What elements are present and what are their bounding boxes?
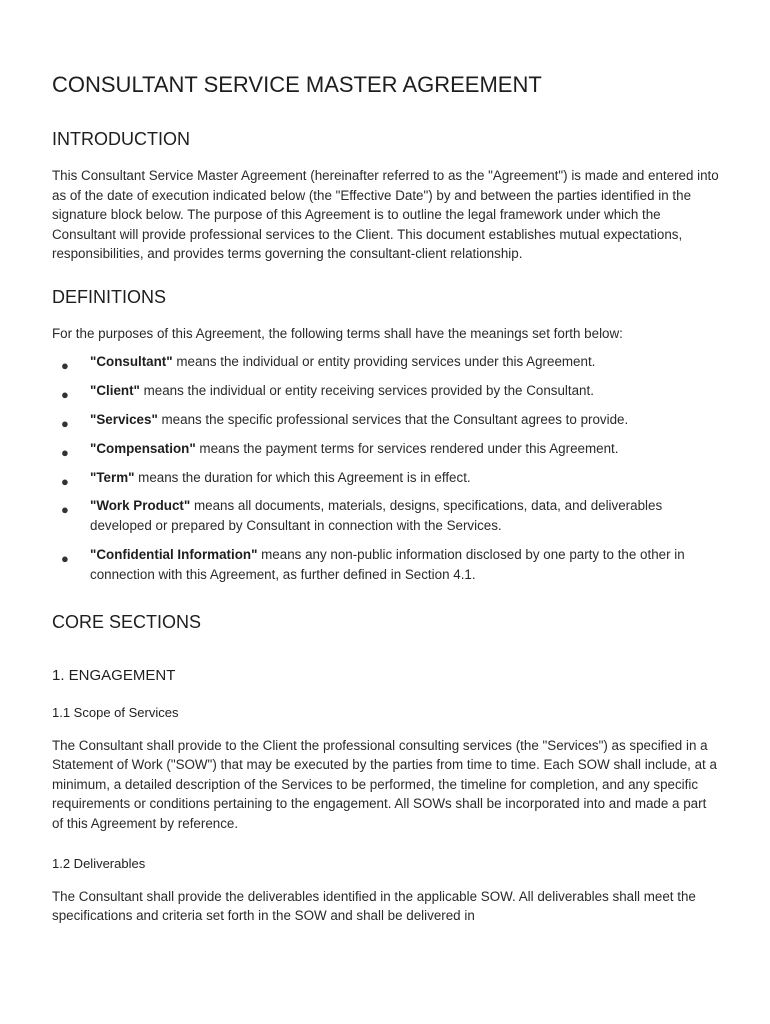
definition-term: "Compensation" xyxy=(90,440,196,456)
engagement-heading: 1. ENGAGEMENT xyxy=(52,666,176,684)
definition-text: means the individual or entity providing services under this Agreement. xyxy=(172,353,596,369)
definition-text: means the duration for which this Agreement is in effect. xyxy=(134,469,471,485)
deliverables-paragraph: The Consultant shall provide the deliverables identified in the applicable SOW. All deliverables shall meet the specifications and criteria set forth in the SOW and shall be delivered in xyxy=(52,888,696,924)
definitions-intro: For the purposes of this Agreement, the following terms shall have the meanings set forth below: xyxy=(52,325,623,341)
definition-text: means any non-public information disclosed by one party to the other in connection with this Agreement, as further defined in Section 4.1. xyxy=(90,547,685,582)
definition-term: "Confidential Information" xyxy=(90,547,258,563)
bullet-icon: ● xyxy=(61,415,69,431)
document-page xyxy=(52,70,720,926)
definitions-list xyxy=(52,352,720,585)
definition-text: means the individual or entity receiving services provided by the Consultant. xyxy=(139,382,594,398)
introduction-heading: INTRODUCTION xyxy=(52,129,190,149)
definition-term: "Work Product" xyxy=(90,498,191,514)
definition-term: "Client" xyxy=(90,382,140,398)
list-item xyxy=(52,410,720,430)
list-item xyxy=(52,381,720,401)
definition-term: "Consultant" xyxy=(90,353,173,369)
definition-term: "Term" xyxy=(90,469,135,485)
bullet-icon: ● xyxy=(61,444,69,460)
list-item xyxy=(52,496,720,535)
definition-text: means the payment terms for services rendered under this Agreement. xyxy=(195,440,619,456)
definition-text: means the specific professional services that the Consultant agrees to provide. xyxy=(157,411,629,427)
list-item xyxy=(52,468,720,488)
bullet-icon: ● xyxy=(61,357,69,373)
definition-text: means all documents, materials, designs, specifications, data, and deliverables developed or prepared by Consultant in connection with the Services. xyxy=(90,498,663,534)
definitions-heading: DEFINITIONS xyxy=(52,286,167,307)
list-item xyxy=(52,352,720,372)
list-item xyxy=(52,439,720,459)
bullet-icon: ● xyxy=(61,502,69,518)
document-title: CONSULTANT SERVICE MASTER AGREEMENT xyxy=(52,72,542,97)
bullet-icon: ● xyxy=(61,386,69,402)
bullet-icon: ● xyxy=(61,551,69,567)
bullet-icon: ● xyxy=(61,473,69,489)
core-sections-heading: CORE SECTIONS xyxy=(52,611,202,632)
introduction-paragraph: This Consultant Service Master Agreement (hereinafter referred to as the "Agreement") is made and entered into as of the date of execution indicated below (the "Effective Date") by and between the parties identified in the signature block below. The purpose of this Agreement is to outline the legal framework under which the Consultant will provide professional services to the Client. This document establishes mutual expectations, responsibilities, and provides terms governing the consultant-client relationship. xyxy=(52,168,719,262)
scope-of-services-paragraph: The Consultant shall provide to the Client the professional consulting services (the "Services") as specified in a Statement of Work ("SOW") that may be executed by the parties from time to time. Each SOW shall include, at a minimum, a detailed description of the Services to be performed, the timeline for completion, and any specific requirements or conditions pertaining to the engagement. All SOWs shall be incorporated into and made a part of this Agreement by reference. xyxy=(52,737,717,832)
definition-term: "Services" xyxy=(90,411,158,427)
deliverables-heading: 1.2 Deliverables xyxy=(52,855,146,871)
scope-of-services-heading: 1.1 Scope of Services xyxy=(52,704,179,720)
list-item xyxy=(52,545,720,584)
